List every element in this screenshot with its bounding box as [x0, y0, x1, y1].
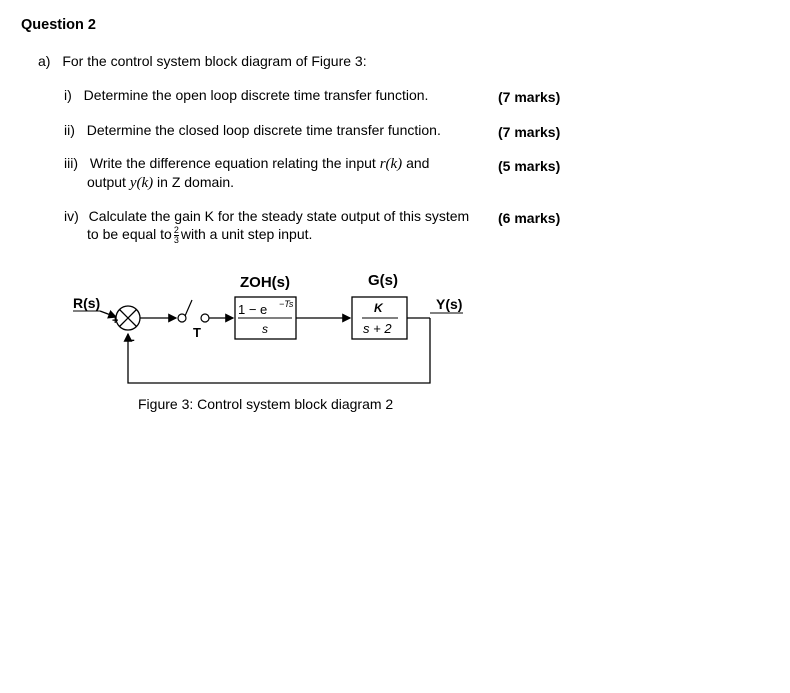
output-signal-math: y(k) — [129, 175, 154, 191]
plant-numerator: K — [374, 301, 383, 315]
question-iv-number: iv) — [64, 208, 79, 224]
minus-sign: - — [131, 334, 135, 346]
question-iii-text-2: and — [406, 155, 430, 171]
question-iii-marks: (5 marks) — [498, 158, 561, 174]
question-i-number: i) — [64, 87, 72, 103]
question-i-text: Determine the open loop discrete time transfer function. — [83, 87, 429, 103]
zoh-denominator: s — [262, 322, 268, 336]
fraction-denominator: 3 — [173, 235, 179, 245]
question-iv-text-3: with a unit step input. — [180, 226, 313, 243]
question-iii-text-4: in Z domain. — [157, 174, 235, 190]
zoh-exponent: −Ts — [279, 299, 294, 309]
plant-label: G(s) — [368, 272, 398, 289]
zoh-label: ZOH(s) — [240, 274, 290, 291]
question-heading: Question 2 — [21, 17, 96, 33]
question-ii-number: ii) — [64, 122, 75, 138]
fraction-numerator: 2 — [173, 225, 179, 235]
input-signal-math: r(k) — [379, 156, 403, 172]
question-ii-text: Determine the closed loop discrete time transfer function. — [86, 122, 441, 138]
figure-caption: Figure 3: Control system block diagram 2 — [138, 396, 394, 412]
question-iv-text-2: to be equal to — [87, 226, 172, 243]
part-a-text: For the control system block diagram of Figure 3: — [62, 53, 367, 69]
question-iii-number: iii) — [64, 155, 78, 171]
sampler-switch-arm — [185, 300, 192, 316]
question-i-marks: (7 marks) — [498, 89, 561, 105]
zoh-numerator: 1 − e — [238, 302, 268, 317]
question-iv-marks: (6 marks) — [498, 210, 561, 226]
question-iii-text-3: output — [87, 174, 126, 190]
question-ii-marks: (7 marks) — [498, 124, 561, 140]
question-iii-text-1: Write the difference equation relating the input — [89, 155, 376, 171]
sampler-contact-right — [201, 314, 209, 322]
output-label: Y(s) — [436, 296, 463, 312]
part-a-label: a) — [38, 53, 51, 69]
plant-denominator: s + 2 — [363, 321, 392, 336]
input-label: R(s) — [73, 295, 101, 311]
plus-sign: + — [112, 315, 119, 327]
sampler-label: T — [193, 325, 201, 340]
question-iv-text-1: Calculate the gain K for the steady state output of this system — [88, 208, 470, 224]
